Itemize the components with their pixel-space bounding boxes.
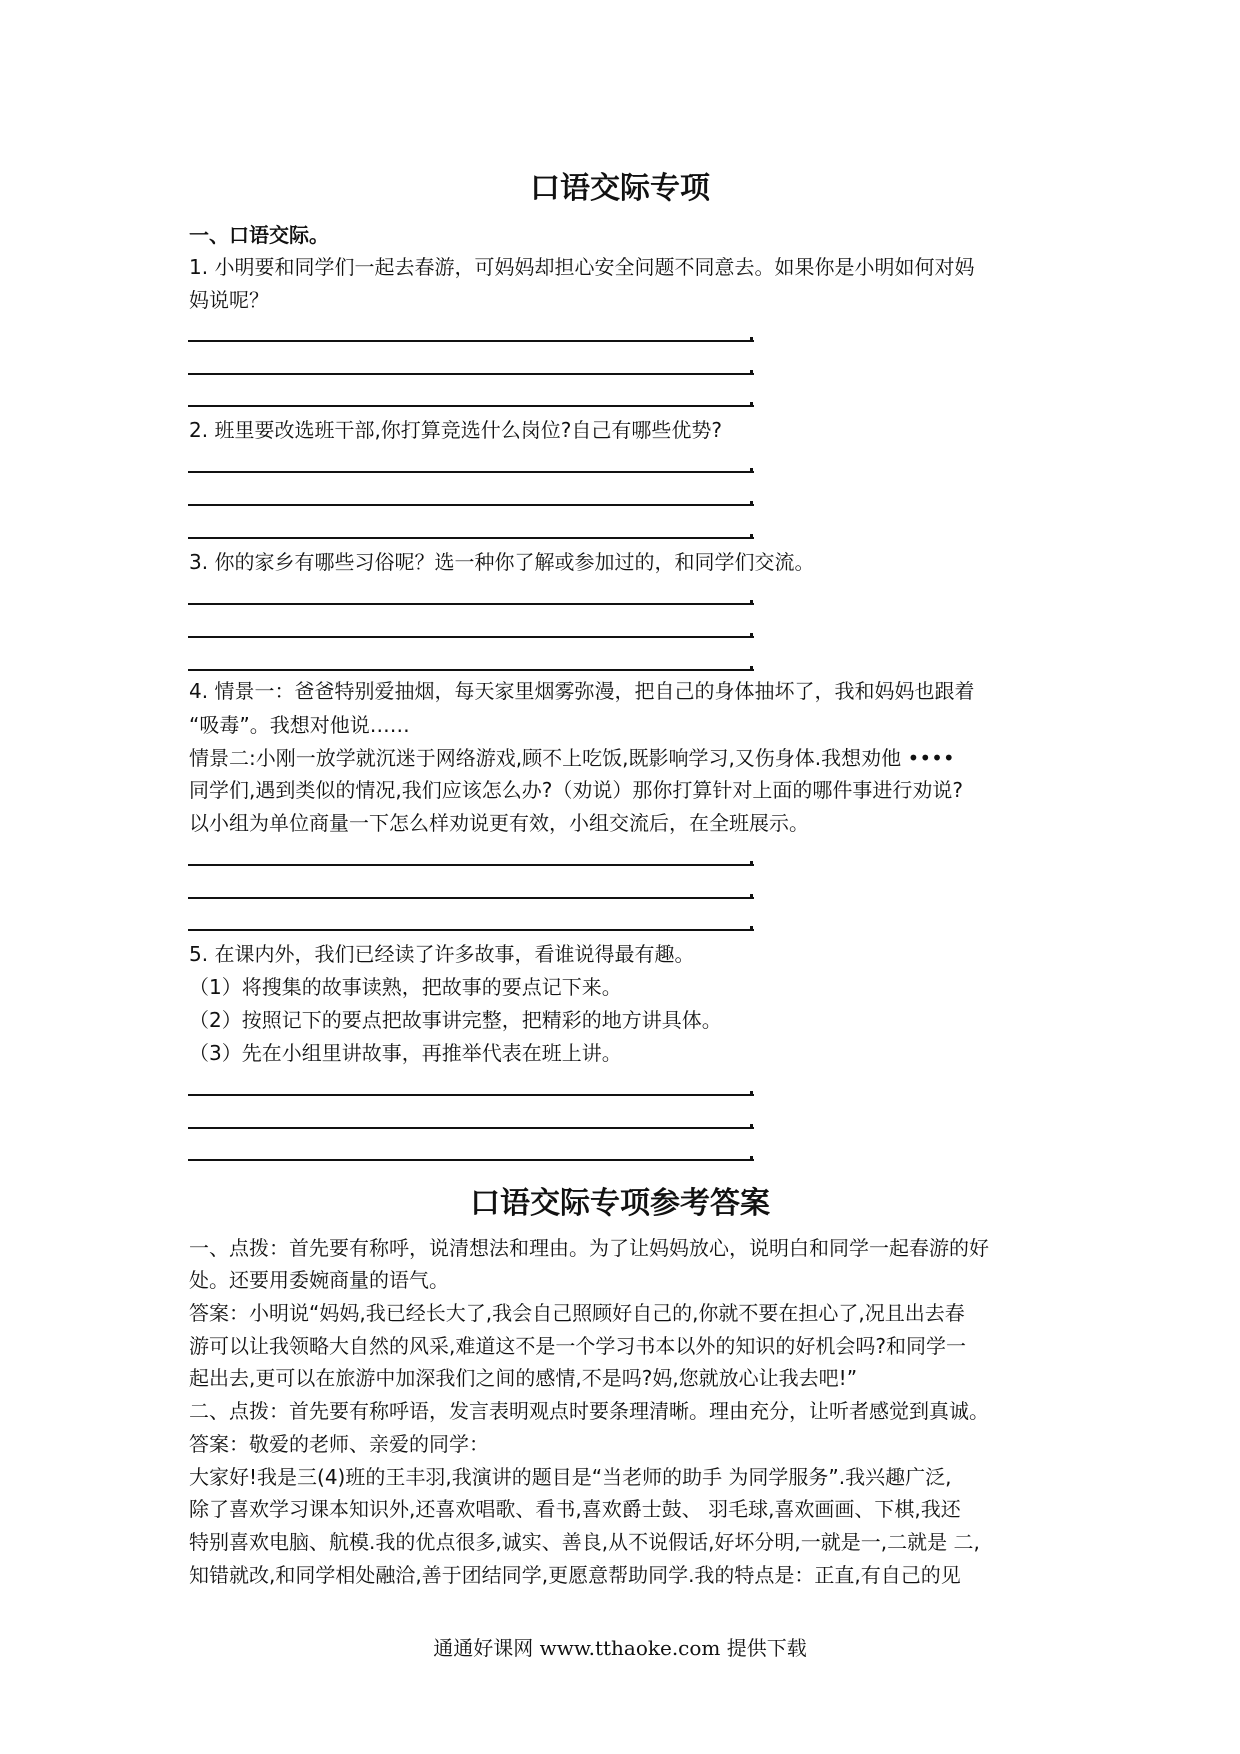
- line-end-dot: [750, 894, 753, 897]
- line-end-dot: [750, 1124, 753, 1127]
- section-heading: 一、口语交际。: [189, 223, 329, 247]
- answer-line-5: 起出去,更可以在旅游中加深我们之间的感情,不是吗?妈,您就放心让我去吧!”: [189, 1366, 858, 1390]
- answer-line-7: 答案：敬爱的老师、亲爱的同学：: [189, 1432, 489, 1456]
- answer-line-11: 知错就改,和同学相处融洽,善于团结同学,更愿意帮助同学.我的特点是：正直,有自己的见: [189, 1563, 961, 1587]
- line-end-dot: [750, 1156, 753, 1159]
- answer-line: [188, 929, 754, 931]
- answers-title: 口语交际专项参考答案: [470, 1186, 770, 1221]
- page-title: 口语交际专项: [530, 171, 710, 206]
- answer-line-1: 一、点拨：首先要有称呼，说清想法和理由。为了让妈妈放心，说明白和同学一起春游的好: [189, 1236, 989, 1260]
- answer-line-9: 除了喜欢学习课本知识外,还喜欢唱歌、看书,喜欢爵士鼓、 羽毛球,喜欢画画、下棋,我还: [189, 1497, 961, 1521]
- line-end-dot: [750, 468, 753, 471]
- question-2-text: 2. 班里要改选班干部,你打算竞选什么岗位?自己有哪些优势?: [189, 418, 723, 442]
- question-4-line-2: “吸毒”。我想对他说……: [189, 713, 410, 737]
- line-end-dot: [750, 501, 753, 504]
- question-4-line-4: 同学们,遇到类似的情况,我们应该怎么办?（劝说）那你打算针对上面的哪件事进行劝说?: [189, 778, 963, 802]
- answer-line-8: 大家好!我是三(4)班的王丰羽,我演讲的题目是“当老师的助手 为同学服务”.我兴趣广泛,: [189, 1465, 952, 1489]
- line-end-dot: [750, 402, 753, 405]
- line-end-dot: [750, 1091, 753, 1094]
- question-5-item-2: （2）按照记下的要点把故事讲完整，把精彩的地方讲具体。: [189, 1008, 722, 1032]
- question-3-text: 3. 你的家乡有哪些习俗呢？选一种你了解或参加过的，和同学们交流。: [189, 550, 815, 574]
- line-end-dot: [750, 600, 753, 603]
- line-end-dot: [750, 861, 753, 864]
- answer-line: [188, 603, 754, 605]
- line-end-dot: [750, 666, 753, 669]
- answer-line: [188, 1127, 754, 1129]
- answer-line: [188, 669, 754, 671]
- answer-line-10: 特别喜欢电脑、航模.我的优点很多,诚实、善良,从不说假话,好坏分明,一就是一,二就是 二,: [189, 1530, 980, 1554]
- line-end-dot: [750, 534, 753, 537]
- question-4-line-3: 情景二:小刚一放学就沉迷于网络游戏,顾不上吃饭,既影响学习,又伤身体.我想劝他 ••••: [189, 746, 955, 770]
- question-1-line-1: 1. 小明要和同学们一起去春游，可妈妈却担心安全问题不同意去。如果你是小明如何对妈: [189, 255, 975, 279]
- question-5-item-1: （1）将搜集的故事读熟，把故事的要点记下来。: [189, 975, 622, 999]
- answer-line: [188, 405, 754, 407]
- answer-line-3: 答案：小明说“妈妈,我已经长大了,我会自己照顾好自己的,你就不要在担心了,况且出去春: [189, 1301, 965, 1325]
- answer-line: [188, 373, 754, 375]
- answer-line-2: 处。还要用委婉商量的语气。: [189, 1268, 449, 1292]
- answer-line: [188, 340, 754, 342]
- question-5-line-1: 5. 在课内外，我们已经读了许多故事，看谁说得最有趣。: [189, 942, 695, 966]
- answer-line-4: 游可以让我领略大自然的风采,难道这不是一个学习书本以外的知识的好机会吗?和同学一: [189, 1334, 966, 1358]
- line-end-dot: [750, 633, 753, 636]
- answer-line: [188, 537, 754, 539]
- answer-line: [188, 864, 754, 866]
- question-5-item-3: （3）先在小组里讲故事，再推举代表在班上讲。: [189, 1041, 622, 1065]
- answer-line-6: 二、点拨：首先要有称呼语，发言表明观点时要条理清晰。理由充分，让听者感觉到真诚。: [189, 1399, 989, 1423]
- footer-text: 通通好课网 www.tthaoke.com 提供下载: [433, 1636, 807, 1660]
- answer-line: [188, 471, 754, 473]
- question-4-line-1: 4. 情景一：爸爸特别爱抽烟，每天家里烟雾弥漫，把自己的身体抽坏了，我和妈妈也跟着: [189, 679, 975, 703]
- answer-line: [188, 897, 754, 899]
- answer-line: [188, 636, 754, 638]
- line-end-dot: [750, 370, 753, 373]
- answer-line: [188, 504, 754, 506]
- line-end-dot: [750, 926, 753, 929]
- question-1-line-2: 妈说呢？: [189, 288, 269, 312]
- answer-line: [188, 1159, 754, 1161]
- question-4-line-5: 以小组为单位商量一下怎么样劝说更有效，小组交流后，在全班展示。: [189, 811, 809, 835]
- answer-line: [188, 1094, 754, 1096]
- line-end-dot: [750, 337, 753, 340]
